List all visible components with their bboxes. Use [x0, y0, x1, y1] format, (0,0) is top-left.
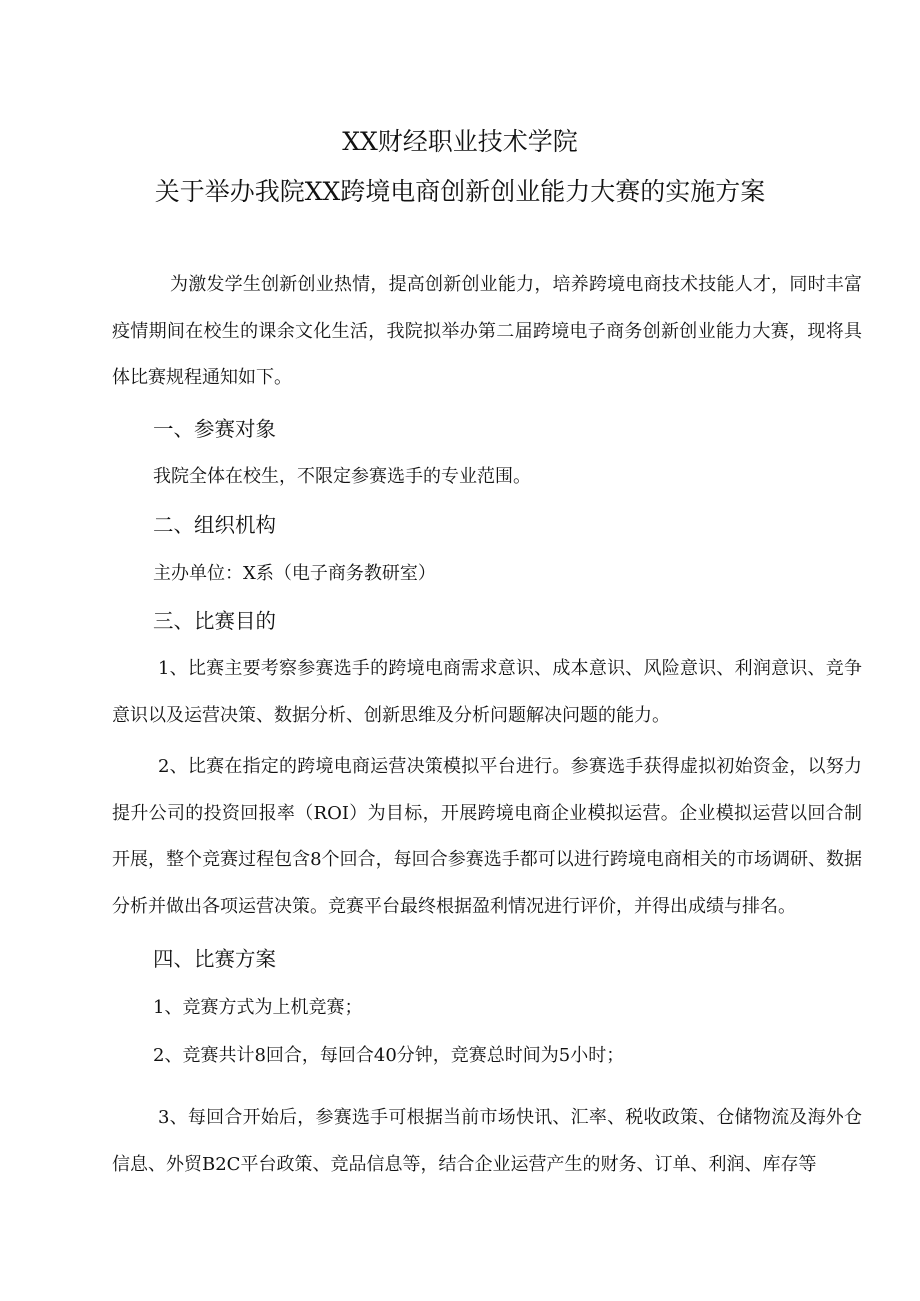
section-heading-organization: 二、组织机构 [153, 513, 276, 537]
section-heading-plan: 四、比赛方案 [153, 947, 276, 971]
plan-item-1: 1、竞赛方式为上机竞赛； [153, 997, 363, 1018]
plan-item-3: 3、每回合开始后，参赛选手可根据当前市场快讯、汇率、税收政策、仓储物流及海外仓信息、外贸B2C平台政策、竞品信息等，结合企业运营产生的财务、订单、利润、库存等 [112, 1107, 862, 1175]
document-title: 关于举办我院XX跨境电商创新创业能力大赛的实施方案 [154, 177, 766, 206]
section-heading-participants: 一、参赛对象 [153, 417, 276, 441]
intro-paragraph: 为激发学生创新创业热情，提高创新创业能力，培养跨境电商技术技能人才，同时丰富疫情期间在校生的课余文化生活，我院拟举办第二届跨境电子商务创新创业能力大赛，现将具体比赛规程通知如下。 [112, 274, 862, 388]
participants-text: 我院全体在校生，不限定参赛选手的专业范围。 [153, 466, 531, 487]
section-heading-purpose: 三、比赛目的 [153, 609, 276, 633]
organizer-text: 主办单位：X系（电子商务教研室） [153, 563, 436, 584]
purpose-item-1: 1、比赛主要考察参赛选手的跨境电商需求意识、成本意识、风险意识、利润意识、竞争意识以及运营决策、数据分析、创新思维及分析问题解决问题的能力。 [112, 658, 862, 726]
plan-item-2: 2、竞赛共计8回合，每回合40分钟，竞赛总时间为5小时； [153, 1045, 625, 1066]
purpose-item-2: 2、比赛在指定的跨境电商运营决策模拟平台进行。参赛选手获得虚拟初始资金，以努力提升公司的投资回报率（ROI）为目标，开展跨境电商企业模拟运营。企业模拟运营以回合制开展，整个竞赛过程包含8个回合，每回合参赛选手都可以进行跨境电商相关的市场调研、数据分析并做出各项运营决策。竞赛平台最终根据盈利情况进行评价，并得出成绩与排名。 [112, 756, 862, 917]
institution-title: XX财经职业技术学院 [342, 127, 578, 156]
